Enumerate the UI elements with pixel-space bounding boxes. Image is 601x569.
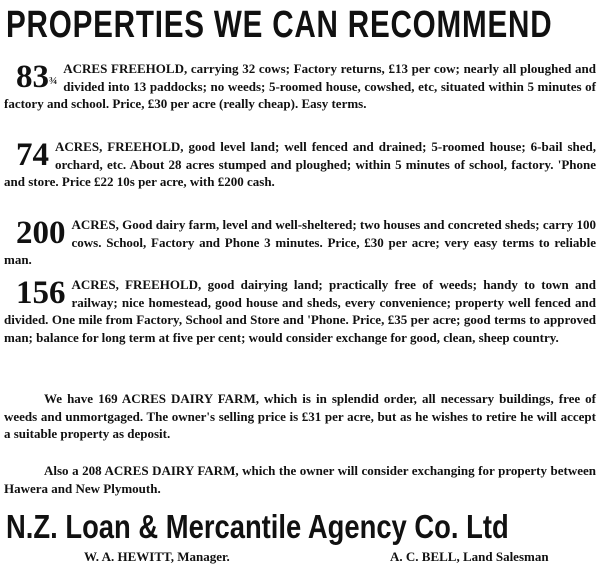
agency-name: N.Z. Loan & Mercantile Agency Co. Ltd xyxy=(6,508,509,545)
listing-text: ACRES, FREEHOLD, good level land; well fenced and drained; 5-roomed house; 6-bail shed, orchard, etc. About 28 acres stumped and ploughed; within 5 minutes of school, factory. 'Phone and store. Price £22 10s per acre, with £200 cash. xyxy=(4,139,596,190)
listing-83-acres xyxy=(4,60,596,113)
listing-number: $83^{\frac{3}{4}}$ xyxy=(16,59,58,95)
paragraph-208-acres: Also a 208 ACRES DAIRY FARM, which the owner will consider exchanging for property between Hawera and New Plymouth. xyxy=(4,463,596,496)
listing-number: 74 xyxy=(16,137,49,173)
listing-74-acres xyxy=(4,138,596,191)
listing-text: ACRES, FREEHOLD, good dairying land; practically free of weeds; handy to town and railway; nice homestead, good house and sheds, every convenience; property well fenced and divided. One mile from Factory, School and Store and 'Phone. Price, £35 per acre; good terms to approved man; balance for long term at five per cent; would consider exchange for good, clean, sheep country. xyxy=(4,277,596,345)
listing-text: ACRES, Good dairy farm, level and well-sheltered; two houses and concreted sheds; carry 100 cows. School, Factory and Phone 3 minutes. Price, £30 per acre; very easy terms to reliable man. xyxy=(4,217,596,268)
headline: PROPERTIES WE CAN RECOMMEND xyxy=(6,4,553,46)
listing-200-acres xyxy=(4,216,596,269)
listing-number: 200 xyxy=(16,215,66,251)
listing-text: ACRES FREEHOLD, carrying 32 cows; Factory returns, £13 per cow; nearly all ploughed and divided into 13 paddocks; no weeds; 5-roomed house, cowshed, etc, situated within 5 minutes of factory and school. Price, £30 per acre (really cheap). Easy terms. xyxy=(4,61,596,112)
manager-name: W. A. HEWITT, Manager. xyxy=(84,549,230,564)
paragraph-169-acres: We have 169 ACRES DAIRY FARM, which is in splendid order, all necessary buildings, free of weeds and unmortgaged. The owner's selling price is £31 per acre, but as he wishes to retire he will accept a suitable property as deposit. xyxy=(4,391,596,442)
salesman-name: A. C. BELL, Land Salesman xyxy=(390,549,549,564)
listing-number: 156 xyxy=(16,275,66,311)
listing-156-acres xyxy=(4,276,596,346)
